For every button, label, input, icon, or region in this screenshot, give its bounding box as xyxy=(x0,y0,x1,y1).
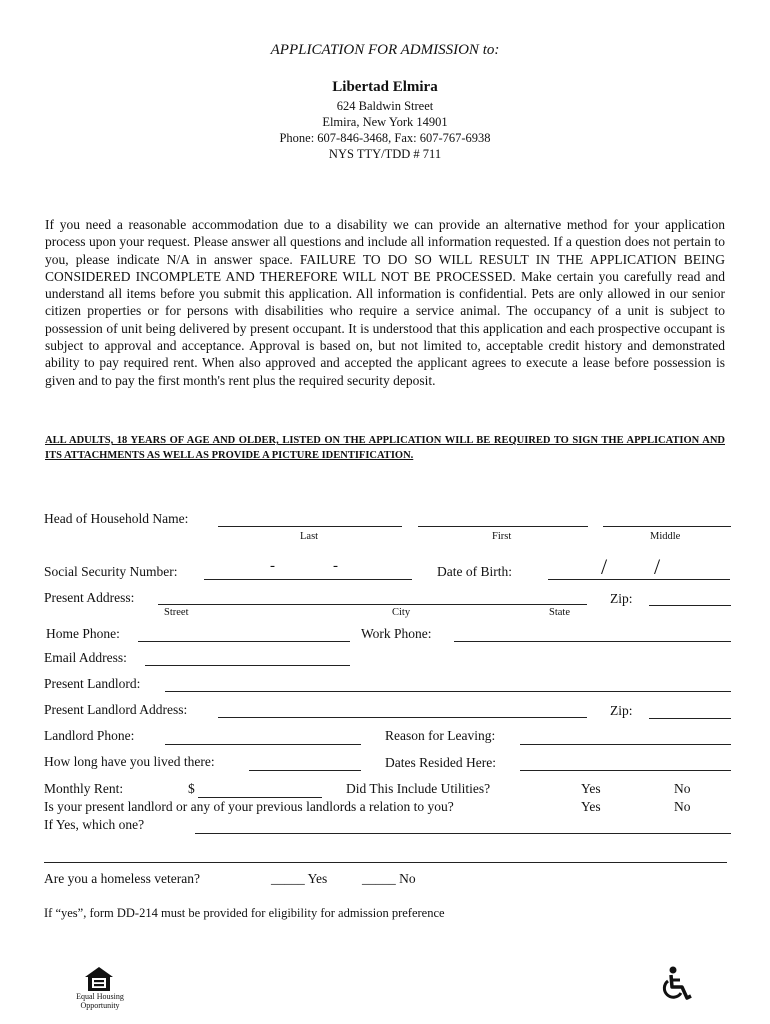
veteran-no[interactable]: _____ No xyxy=(362,871,416,886)
present-address-field[interactable] xyxy=(158,604,587,605)
landlord-label: Present Landlord: xyxy=(44,676,141,691)
monthly-rent-label: Monthly Rent: xyxy=(44,781,124,796)
middle-caption: Middle xyxy=(650,531,681,542)
address-line-2: Elmira, New York 14901 xyxy=(322,115,448,129)
home-phone-label: Home Phone: xyxy=(46,626,120,641)
dates-resided-field[interactable] xyxy=(520,770,731,771)
dob-slash-2: / xyxy=(654,554,661,579)
intro-paragraph: If you need a reasonable accommodation due to a disability we can provide an alternative method for your application process upon your request. Please answer all questions and include all information requested. If a question does not pertain to you, please indicate N/A in answer space. FAILURE TO DO SO WILL RESULT IN THE APPLICATION BEING CONSIDERED INCOMPLETE AND THEREFORE WILL NOT BE PROCESSED. Make certain you carefully read and understand all items before you submit this application. All information is confidential. Pets are only allowed in our senior citizen properties or for persons with disabilities who require a service animal. The occupancy of a unit is subject to possession of unit being delivered by present occupant. It is understood that this application and each prospective occupant is subject to approval and acceptance. Approval is based on, but not limited to, acceptable credit history and demonstrated ability to pay required rent. When also approved and accepted the applicant agrees to execute a lease before possession is given and to pay the first month's rent plus the required security deposit. xyxy=(45,217,725,388)
street-caption: Street xyxy=(164,607,189,618)
dd214-note: If “yes”, form DD-214 must be provided for eligibility for admission preference xyxy=(44,906,445,920)
dollar-sign: $ xyxy=(188,781,195,796)
first-caption: First xyxy=(492,531,512,542)
relation-no[interactable]: No xyxy=(674,799,691,814)
email-label: Email Address: xyxy=(44,650,127,665)
zip-label: Zip: xyxy=(610,591,633,606)
which-one-field[interactable] xyxy=(195,833,731,834)
home-phone-field[interactable] xyxy=(138,641,350,642)
how-long-label: How long have you lived there: xyxy=(44,754,215,769)
eho-caption-1: Equal Housing xyxy=(76,992,124,1001)
last-caption: Last xyxy=(300,531,319,542)
tty-number: NYS TTY/TDD # 711 xyxy=(328,147,442,161)
dob-label: Date of Birth: xyxy=(437,564,512,579)
how-long-field[interactable] xyxy=(249,770,361,771)
monthly-rent-field[interactable] xyxy=(198,797,322,798)
email-field[interactable] xyxy=(145,665,350,666)
head-of-household-label: Head of Household Name: xyxy=(44,511,189,526)
form-title: APPLICATION FOR ADMISSION to: xyxy=(270,42,500,58)
first-name-field[interactable] xyxy=(418,526,588,527)
landlord-phone-field[interactable] xyxy=(165,744,361,745)
section-divider xyxy=(44,862,727,863)
accessibility-icon xyxy=(660,966,694,1007)
utilities-no[interactable]: No xyxy=(674,781,691,796)
last-name-field[interactable] xyxy=(218,526,402,527)
veteran-label: Are you a homeless veteran? xyxy=(44,871,200,886)
ssn-field[interactable] xyxy=(204,579,412,580)
city-caption: City xyxy=(392,607,411,618)
landlord-zip-label: Zip: xyxy=(610,703,633,718)
utilities-label: Did This Include Utilities? xyxy=(346,781,491,796)
zip-field[interactable] xyxy=(649,605,731,606)
landlord-field[interactable] xyxy=(165,691,731,692)
organization-name: Libertad Elmira xyxy=(332,79,438,95)
reason-label: Reason for Leaving: xyxy=(385,728,496,743)
which-one-label: If Yes, which one? xyxy=(44,817,145,832)
reason-field[interactable] xyxy=(520,744,731,745)
phone-fax: Phone: 607-846-3468, Fax: 607-767-6938 xyxy=(279,131,491,145)
present-address-label: Present Address: xyxy=(44,590,135,605)
dob-slash-1: / xyxy=(601,554,608,579)
landlord-phone-label: Landlord Phone: xyxy=(44,728,135,743)
landlord-zip-field[interactable] xyxy=(649,718,731,719)
landlord-address-label: Present Landlord Address: xyxy=(44,702,188,717)
landlord-address-field[interactable] xyxy=(218,717,587,718)
state-caption: State xyxy=(549,607,570,618)
utilities-yes[interactable]: Yes xyxy=(581,781,601,796)
relation-label: Is your present landlord or any of your previous landlords a relation to you? xyxy=(44,799,454,814)
dates-resided-label: Dates Resided Here: xyxy=(385,755,496,770)
ssn-label: Social Security Number: xyxy=(44,564,178,579)
work-phone-field[interactable] xyxy=(454,641,731,642)
middle-name-field[interactable] xyxy=(603,526,731,527)
work-phone-label: Work Phone: xyxy=(361,626,432,641)
relation-yes[interactable]: Yes xyxy=(581,799,601,814)
ssn-dash-1: - xyxy=(270,558,275,574)
ssn-dash-2: - xyxy=(333,558,338,574)
adults-notice: ALL ADULTS, 18 YEARS OF AGE AND OLDER, LISTED ON THE APPLICATION WILL BE REQUIRED TO SIGN THE APPLICATION AND ITS ATTACHMENTS AS WELL AS PROVIDE A PICTURE IDENTIFICATION. xyxy=(45,435,725,461)
veteran-yes[interactable]: _____ Yes xyxy=(271,871,328,886)
address-line-1: 624 Baldwin Street xyxy=(336,99,434,113)
dob-field[interactable] xyxy=(548,579,730,580)
eho-caption-2: Opportunity xyxy=(80,1001,120,1010)
